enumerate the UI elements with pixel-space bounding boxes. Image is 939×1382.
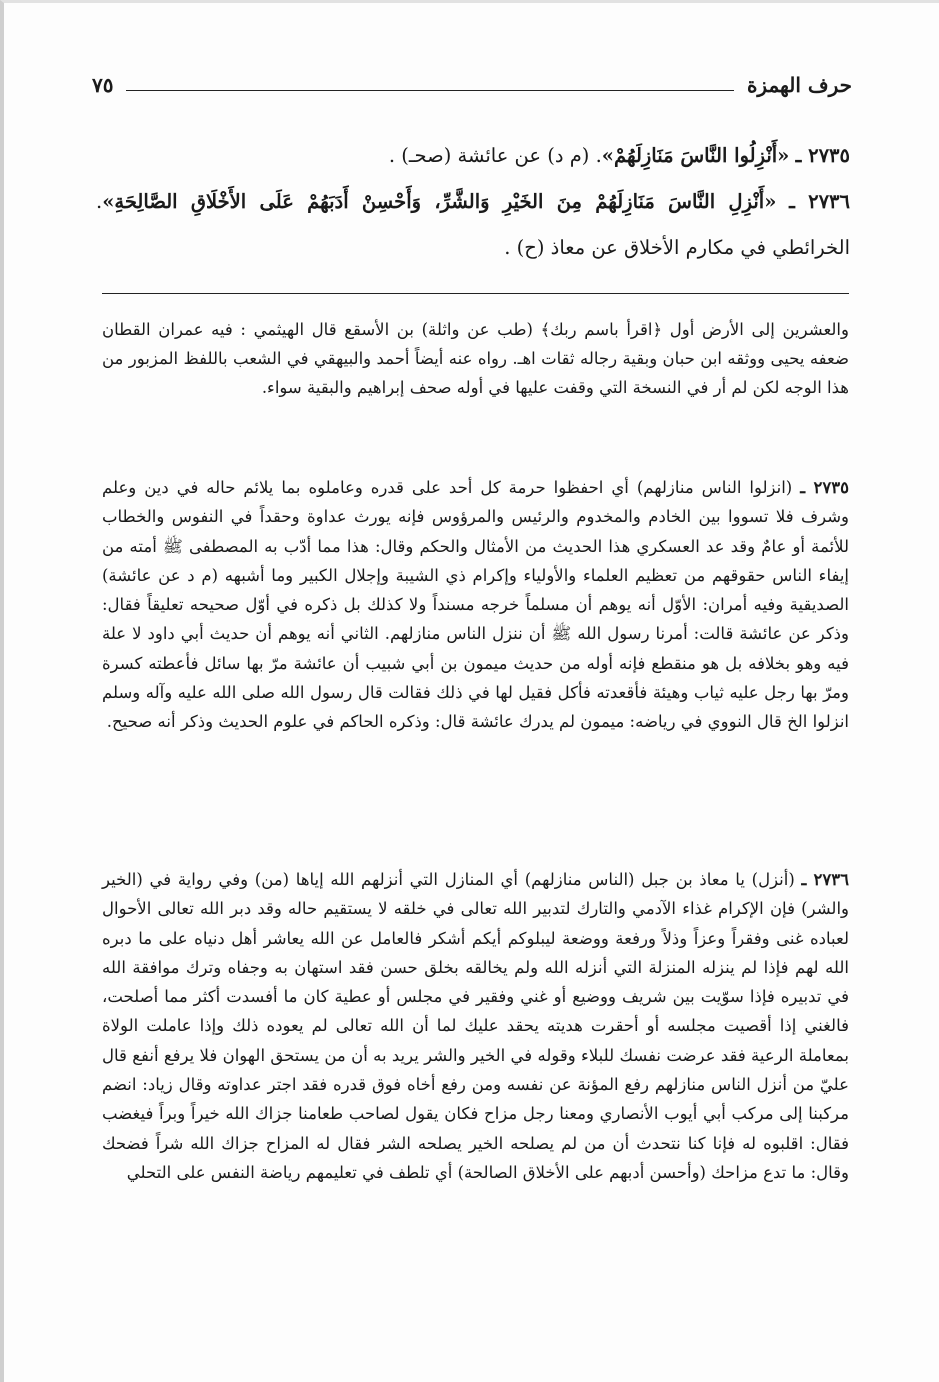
commentary-paragraph: والعشرين إلى الأرض أول ﴿اقرأ باسم ربك﴾ (طب عن واثلة) بن الأسقع قال الهيثمي : فيه عمران القطان ضعفه يحيى ووثقه ابن حبان وبقية رجاله ثقات اهـ. رواه عنه أيضاً أحمد والبيهقي في الشعب باللفظ المزبور من هذا الوجه لكن لم أر في النسخة التي وقفت عليها في أوله صحف إبراهيم والبقية سواء. <box>102 320 849 397</box>
page-header <box>82 71 852 109</box>
commentary-paragraph <box>102 865 849 1187</box>
hadith-number: ٢٧٣٦ ـ <box>789 190 850 213</box>
entry-number: ٢٧٣٥ ـ <box>800 478 849 497</box>
hadith-source: . (م د) عن عائشة (صحـ) . <box>388 144 602 167</box>
chapter-title: حرف الهمزة <box>746 73 852 97</box>
commentary-2735 <box>102 473 849 737</box>
hadith-2736 <box>96 179 850 271</box>
commentary-2736 <box>102 865 849 1187</box>
page-number: ٧٥ <box>92 73 114 97</box>
hadith-text: «أَنْزِلِ النَّاسَ مَنَازِلَهُمْ مِنَ الخَيْرِ وَالشَّرِّ، وَأَحْسِنْ أَدَبَهُمْ عَلَى الأَخْلَاقِ الصَّالِحَةِ» <box>102 190 777 213</box>
hadith-2735 <box>96 133 850 179</box>
header-rule <box>126 90 734 91</box>
entry-text: (انزلوا الناس منازلهم) أي احفظوا حرمة كل أحد على قدره وعاملوه بما يلائم حاله في دين وعلم وشرف فلا تسووا بين الخادم والمخدوم والرئيس والمرؤوس فإنه يورث عداوة وحقداً في النفوس والخطاب للأئمة أو عامٌ وقد عد العسكري هذا الحديث من الأمثال والحكم وقال: هذا مما أدّب به المصطفى ﷺ أمته من إيفاء الناس حقوقهم من تعظيم العلماء والأولياء وإكرام ذي الشيبة وإجلال الكبير وما أشبهه (م د عن عائشة) الصديقية وفيه أمران: الأوّل أنه يوهم أن مسلماً خرجه مسنداً ولا كذلك بل ذكره في أوّل صحيحه تعليقاً فقال: وذكر عن عائشة قالت: أمرنا رسول الله ﷺ أن ننزل الناس منازلهم. الثاني أنه يوهم أن حديث أبي داود لا علة فيه وهو بخلافه بل هو منقطع فإنه أوله من حديث ميمون بن أبي شبيب أن عائشة مرّ بها سائل فأعطته كسرة ومرّ بها رجل عليه ثياب وهيئة فأقعدته فأكل فقيل لها في ذلك فقالت قال رسول الله صلى الله عليه وآله وسلم انزلوا الخ قال النووي في رياضه: ميمون لم يدرك عائشة قال: وذكره الحاكم في علوم الحديث وذكر أنه صحيح. <box>102 478 849 732</box>
commentary-paragraph <box>102 473 849 737</box>
hadith-source: . الخرائطي في مكارم الأخلاق عن معاذ (ح) . <box>96 190 850 259</box>
commentary-divider <box>102 293 849 294</box>
commentary-continuation <box>102 315 849 402</box>
hadith-number: ٢٧٣٥ ـ <box>795 144 850 167</box>
hadith-text: «أَنْزِلُوا النَّاسَ مَنَازِلَهُمْ» <box>601 144 790 167</box>
entry-number: ٢٧٣٦ ـ <box>801 870 849 889</box>
entry-text: (أنزل) يا معاذ بن جبل (الناس منازلهم) أي المنازل التي أنزلهم الله إياها (من) وفي رواية في (الخير والشر) فإن الإكرام غذاء الآدمي والتارك لتدبير الله تعالى في خلقه لا يستقيم حاله وقد دبر الله تعالى الأحوال لعباده غنى وفقراً وعزاً وذلاً ورفعة ووضعة ليبلوكم أيكم أشكر فالعامل عن الله يعاشر أهل دنياه على ما دبره الله لهم فإذا لم ينزله المنزلة التي أنزله الله ولم يخالقه بخلق حسن فقد استهان به وجفاه وترك موافقة الله في تدبيره فإذا سوّيت بين شريف ووضيع أو غني وفقير في مجلس أو عطية كان ما أفسدت أكثر مما أصلحت، فالغني إذا أقصيت مجلسه أو أحقرت هديته يحقد عليك لما أن الله تعالى لم يعوده ذلك وإذا عاملت الولاة بمعاملة الرعية فقد عرضت نفسك للبلاء وقوله في الخير والشر يريد به أن من يستحق الهوان فلا يرفع أنفع قال عليّ من أنزل الناس منازلهم رفع المؤنة عن نفسه ومن رفع أخاه فوق قدره فقد اجتر عداوته وقال زياد: انضم مركبنا إلى مركب أبي أيوب الأنصاري ومعنا رجل مزاح فكان يقول لصاحب طعامنا جزاك الله خيراً وبراً فيغضب فقال: اقلبوه له فإنا كنا نتحدث أن من لم يصلحه الخير يصلحه الشر فقال له المزاح جزاك الله شراً فضحك وقال: ما تدع مزاحك (وأحسن أدبهم على الأخلاق الصالحة) أي تلطف في تعليمهم رياضة النفس على التحلي <box>102 870 849 1182</box>
